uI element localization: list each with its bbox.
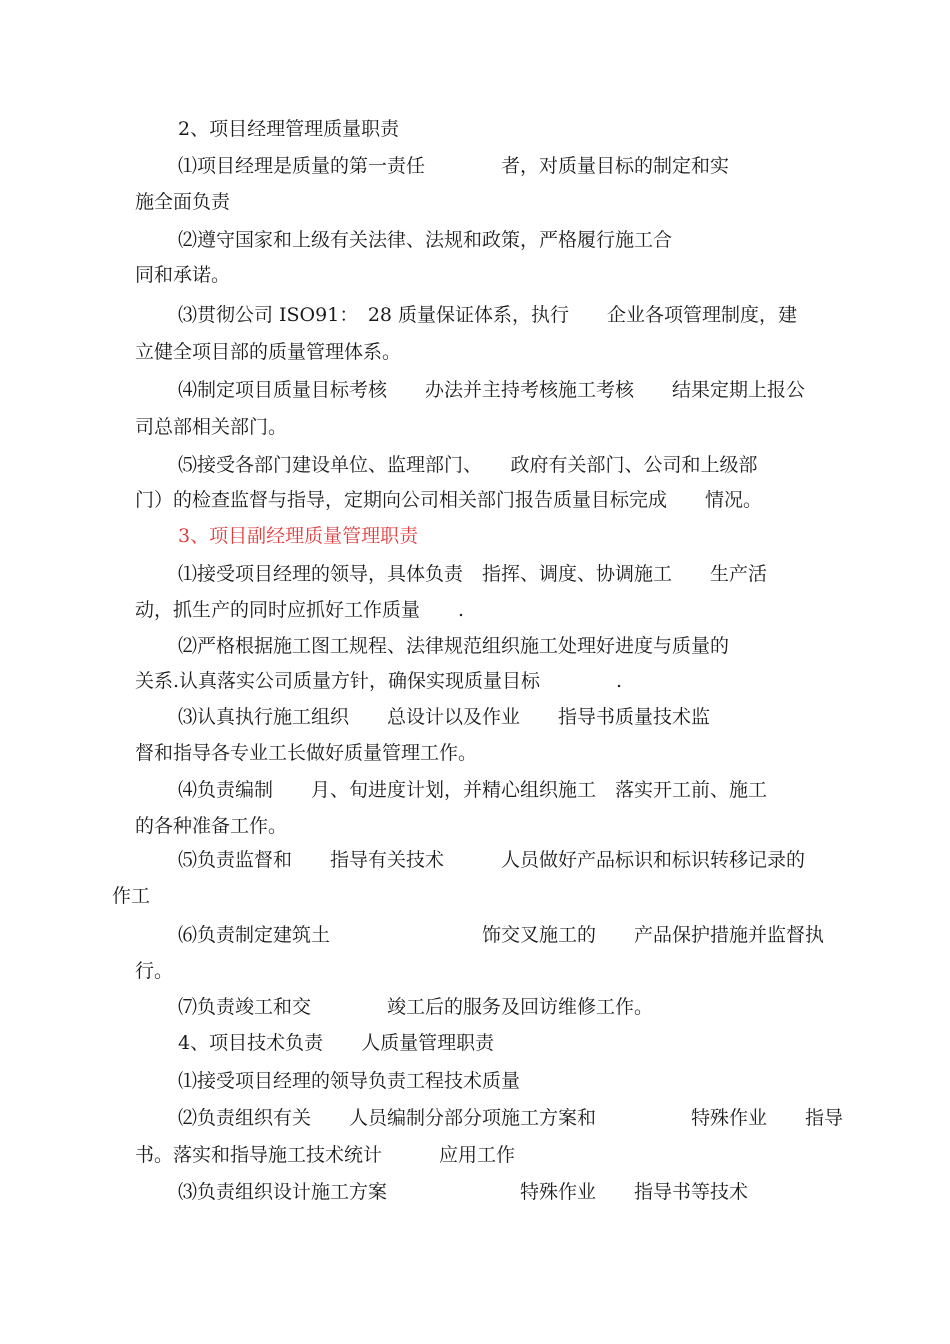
paragraph-line: ⑴接受项目经理的领导负责工程技术质量 (178, 1070, 521, 1092)
paragraph-line: ⑷制定项目质量目标考核 办法并主持考核施工考核 结果定期上报公 (178, 379, 806, 401)
paragraph-line: ⑶认真执行施工组织 总设计以及作业 指导书质量技术监 (178, 706, 711, 728)
paragraph-line: ⑴接受项目经理的领导，具体负责 指挥、调度、协调施工 生产活 (178, 563, 768, 585)
paragraph-line: ⑵遵守国家和上级有关法律、法规和政策，严格履行施工合 (178, 229, 673, 251)
paragraph-line: 督和指导各专业工长做好质量管理工作。 (135, 742, 478, 764)
paragraph-line: ⑵严格根据施工图工规程、法律规范组织施工处理好进度与质量的 (178, 635, 730, 657)
paragraph-line: 的各种准备工作。 (135, 815, 288, 837)
paragraph-line: 作工 (112, 885, 151, 907)
paragraph-line: ⑹负责制定建筑土 饰交叉施工的 产品保护措施并监督执 (178, 924, 825, 946)
paragraph-line: 司总部相关部门。 (135, 416, 288, 438)
heading-project-manager-duties: 2、项目经理管理质量职责 (178, 118, 400, 140)
paragraph-line: ⑶贯彻公司 ISO91： 28 质量保证体系，执行 企业各项管理制度，建 (178, 304, 798, 326)
heading-deputy-manager-duties: 3、项目副经理质量管理职责 (178, 525, 419, 547)
paragraph-line: 行。 (135, 960, 174, 982)
paragraph-line: ⑸负责监督和 指导有关技术 人员做好产品标识和标识转移记录的 (178, 849, 806, 871)
paragraph-line: 施全面负责 (135, 191, 231, 213)
paragraph-line: 书。落实和指导施工技术统计 应用工作 (135, 1144, 516, 1166)
paragraph-line: ⑷负责编制 月、旬进度计划，并精心组织施工 落实开工前、施工 (178, 779, 768, 801)
paragraph-line: ⑴项目经理是质量的第一责任 者，对质量目标的制定和实 (178, 155, 730, 177)
paragraph-line: ⑸接受各部门建设单位、监理部门、 政府有关部门、公司和上级部 (178, 454, 758, 476)
paragraph-line: 同和承诺。 (135, 264, 231, 286)
paragraph-line: ⑶负责组织设计施工方案 特殊作业 指导书等技术 (178, 1181, 749, 1203)
paragraph-line: 关系.认真落实公司质量方针，确保实现质量目标 . (135, 670, 623, 692)
paragraph-line: ⑺负责竣工和交 竣工后的服务及回访维修工作。 (178, 996, 654, 1018)
paragraph-line: 立健全项目部的质量管理体系。 (135, 341, 402, 363)
heading-technical-lead-duties: 4、项目技术负责 人质量管理职责 (178, 1032, 495, 1054)
paragraph-line: 动，抓生产的同时应抓好工作质量 . (135, 599, 465, 621)
paragraph-line: 门）的检查监督与指导，定期向公司相关部门报告质量目标完成 情况。 (135, 489, 763, 511)
paragraph-line: ⑵负责组织有关 人员编制分部分项施工方案和 特殊作业 指导 (178, 1107, 844, 1129)
